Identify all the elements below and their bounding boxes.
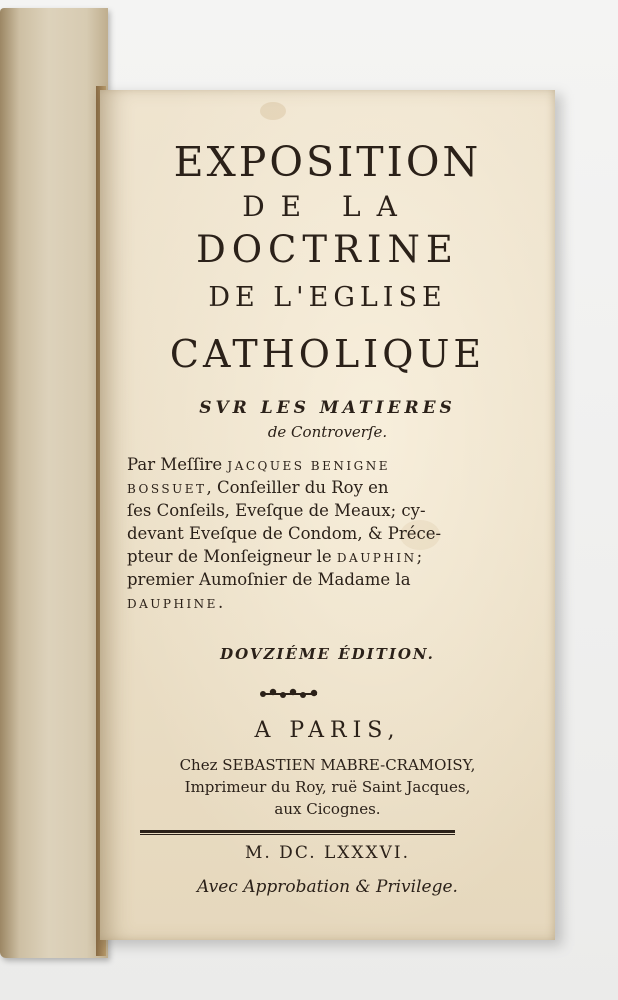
author-line: DAUPHINE. [127,593,224,612]
title-line-exposition: EXPOSITION [173,138,482,186]
edition-line: DOVZIÉME ÉDITION. [220,645,435,663]
author-line: premier Aumoſnier de Madame la [127,570,411,589]
privilege-line: Avec Approbation & Privilege. [197,877,458,897]
title-line-catholique: CATHOLIQUE [169,332,486,376]
author-line: pteur de Monſeigneur le DAUPHIN; [127,547,423,566]
author-line: BOSSUET, Conſeiller du Roy en [127,478,389,497]
author-line: Par Meſſire JACQUES BENIGNE [127,455,390,474]
publication-year: M. DC. LXXXVI. [244,843,411,863]
place-line: A PARIS, [254,718,401,743]
author-line: devant Eveſque de Condom, & Préce- [127,524,442,543]
author-line: ſes Conſeils, Eveſque de Meaux; cy- [127,501,426,520]
publisher-line-2: Imprimeur du Roy, ruë Saint Jacques, [184,778,471,796]
publisher-line-3: aux Cicognes. [274,800,381,818]
subtitle-line-2: de Controverſe. [267,423,388,441]
publisher-line-1: Chez SEBASTIEN MABRE-CRAMOISY, [179,756,476,774]
title-line-de-la: DE LA [242,190,413,223]
divider-rule-thin [140,834,455,835]
divider-rule [140,830,455,833]
title-line-de-leglise: DE L'EGLISE [208,282,447,313]
title-line-doctrine: DOCTRINE [196,228,459,271]
title-page [100,90,555,940]
book-cover [0,8,108,958]
paper-stain [260,102,286,120]
subtitle-line-1: SVR LES MATIERES [199,398,456,418]
fleuron-ornament-icon [257,686,321,702]
